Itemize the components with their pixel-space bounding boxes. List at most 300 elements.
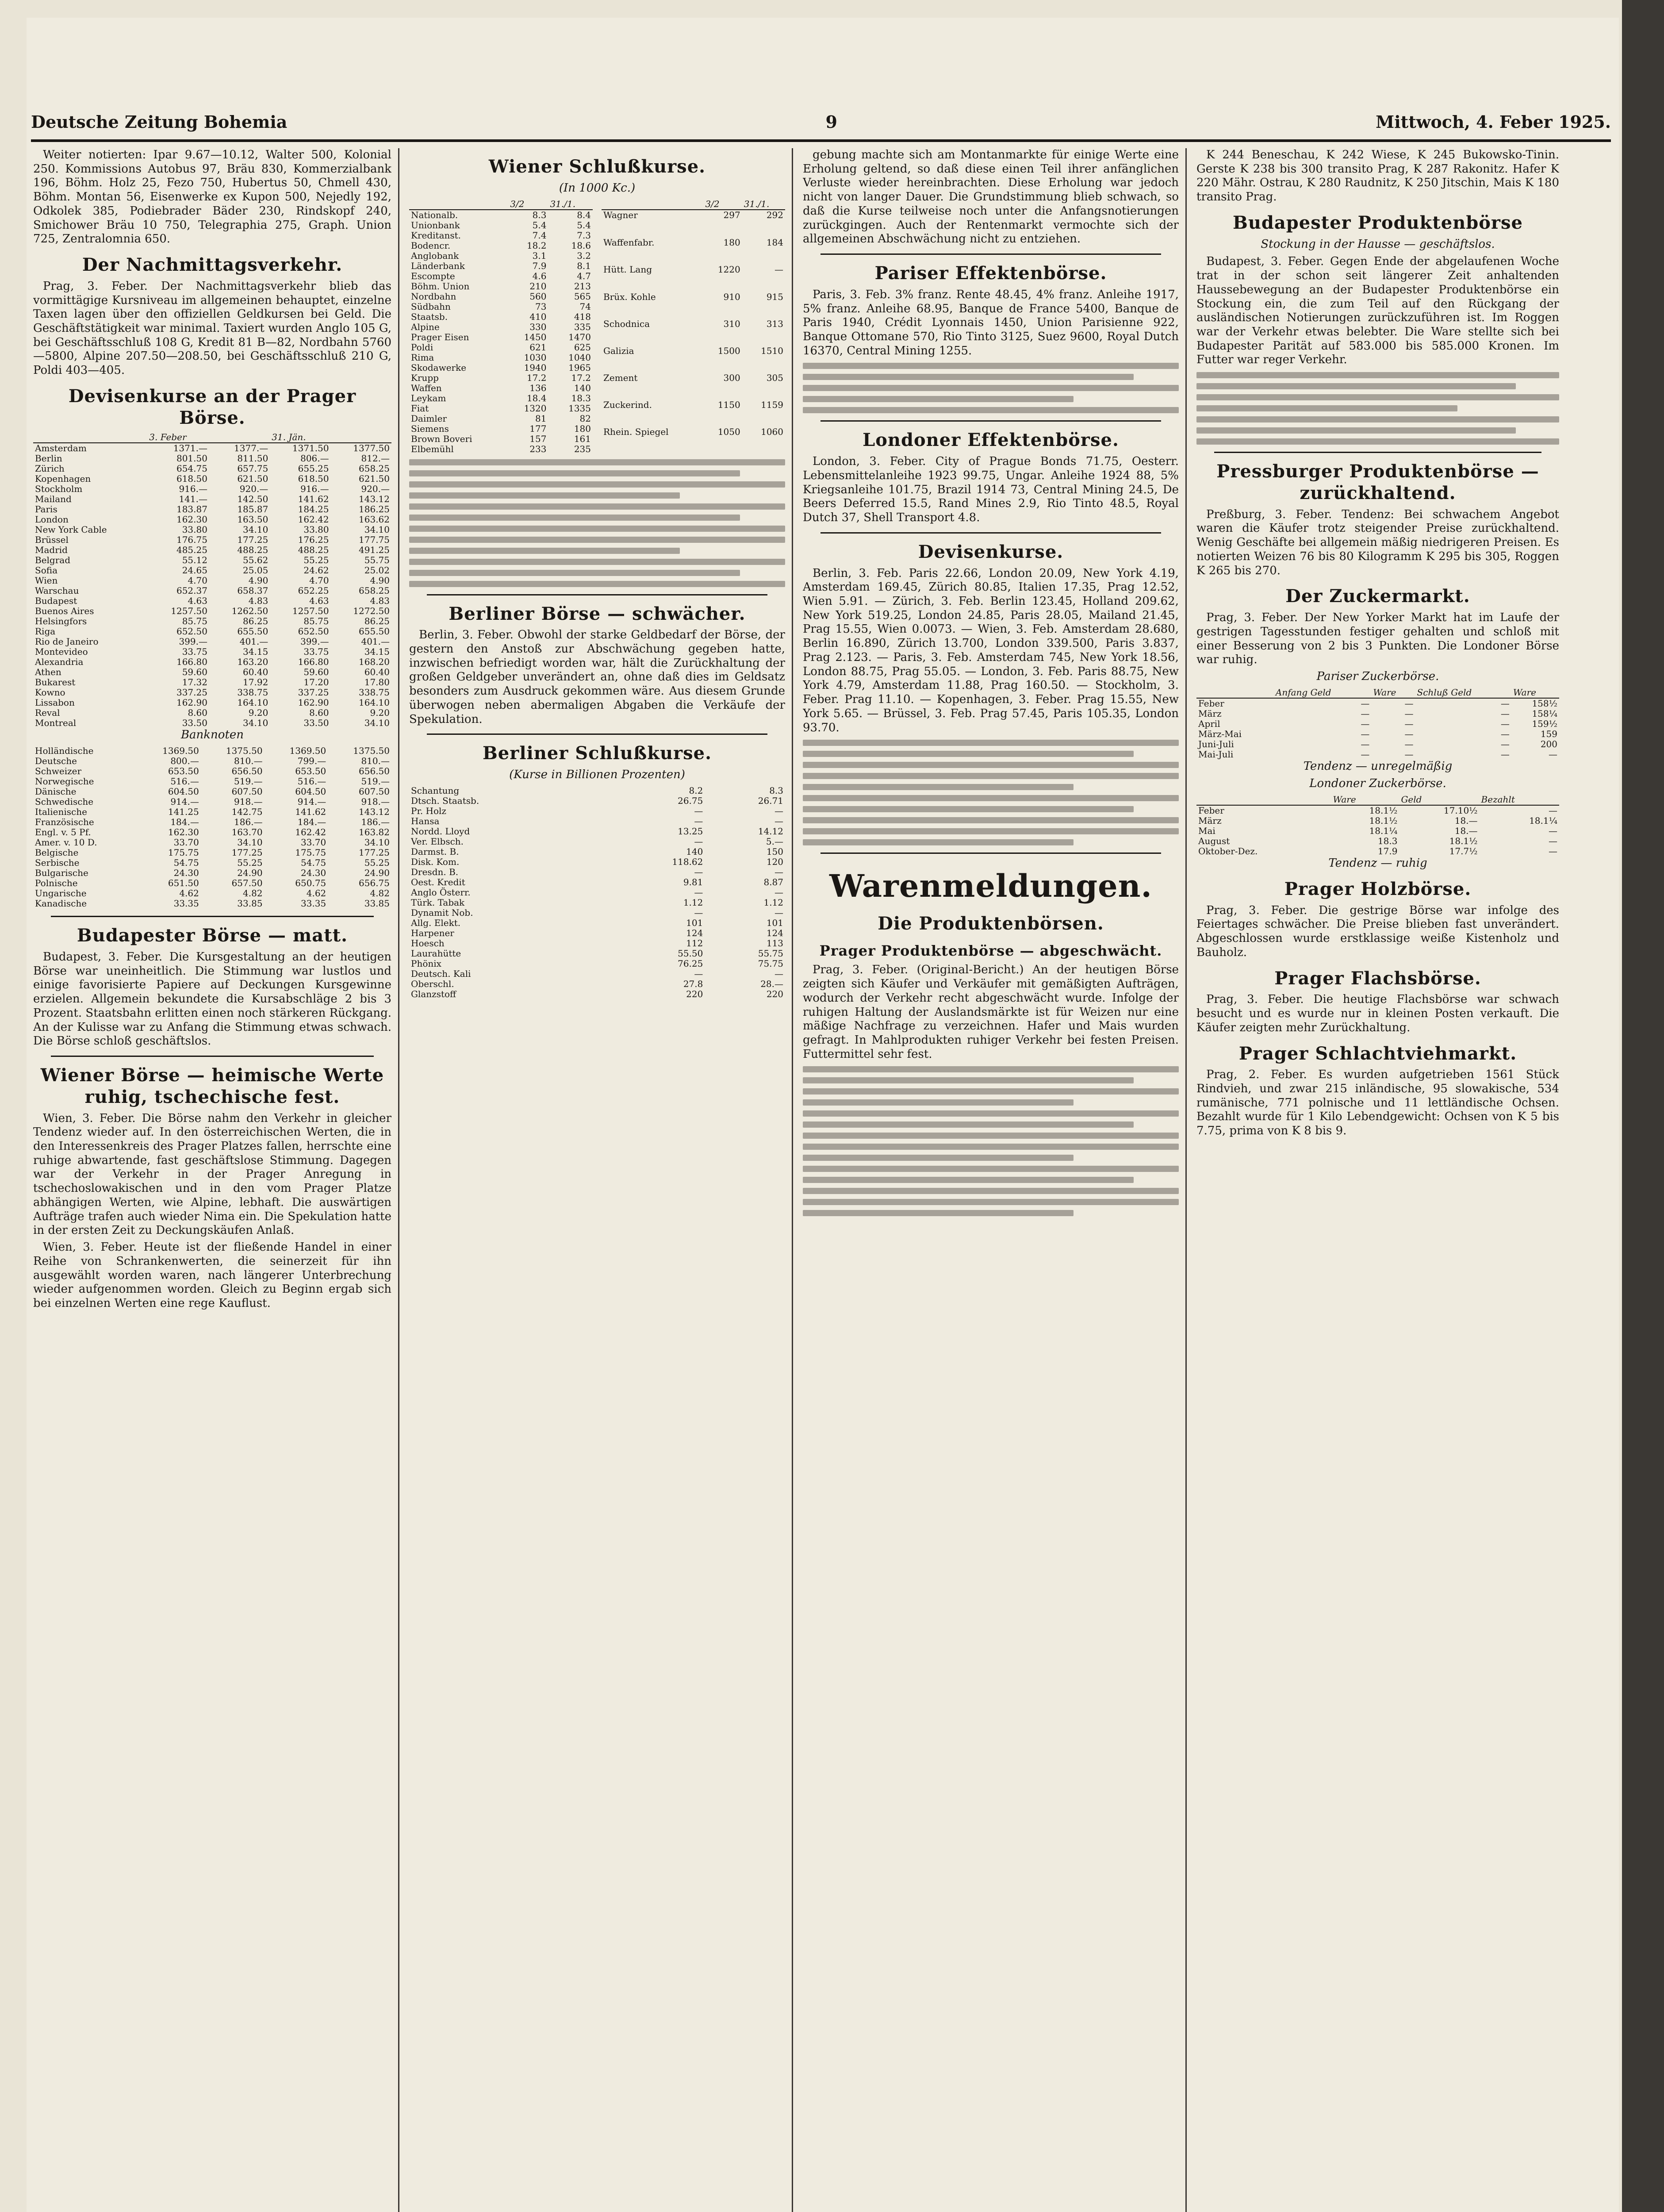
table-row — [409, 837, 785, 847]
table-row — [409, 251, 593, 261]
rate-value: 59.60 — [303, 667, 329, 678]
table-row — [409, 393, 593, 403]
rate-value: 75.75 — [758, 958, 783, 969]
rate-value: 338.75 — [359, 687, 390, 698]
rate-value: — — [1361, 738, 1370, 749]
table-row — [1196, 698, 1559, 709]
rate-value: 810.— — [361, 756, 390, 767]
rate-value: 158½ — [1532, 698, 1557, 709]
row-label: Brüssel — [35, 534, 69, 545]
rate-value: 27.8 — [683, 978, 703, 989]
rate-value: 184.— — [170, 817, 199, 828]
rate-value: 220 — [766, 988, 783, 999]
rate-value: 519.— — [234, 776, 263, 787]
rate-value: 112 — [686, 937, 703, 949]
rate-value: 401.— — [239, 636, 268, 647]
page-number: 9 — [825, 111, 837, 132]
rate-value: 1159 — [761, 399, 783, 411]
rate-value: — — [1404, 718, 1414, 729]
row-label: Deutsch. Kali — [411, 968, 471, 979]
table-row — [33, 606, 391, 616]
rate-value: — — [1549, 826, 1557, 837]
produktenboersen-heading: Die Produktenbörsen. — [878, 913, 1104, 934]
rate-value: 210 — [529, 280, 547, 292]
rate-value: 4.83 — [370, 595, 390, 607]
pressburg-heading: Pressburger Produktenbörse — zurückhaltend. — [1216, 461, 1539, 503]
rate-value: 157 — [529, 433, 547, 444]
budapest-heading: Budapester Börse — matt. — [77, 925, 348, 946]
row-label: Daimler — [411, 413, 447, 424]
rate-value: 33.35 — [173, 898, 199, 909]
rate-value: 162.90 — [176, 697, 207, 708]
pariser-zucker-heading: Pariser Zuckerbörse. — [1316, 670, 1439, 683]
rate-value: 1375.50 — [353, 745, 390, 757]
small-print-block — [409, 459, 785, 587]
holzboerse-text: Prag, 3. Feber. Die gestrige Börse war infolge des Feiertages schwächer. Die Preise blieben fast unverändert. Abgeschlossen wurde erstklassige weiße Kistenholz und Bauholz. — [1196, 903, 1559, 959]
rate-value: 24.90 — [237, 868, 263, 879]
rate-value: 338.75 — [237, 687, 268, 698]
table-row — [602, 346, 785, 373]
rate-value: 519.— — [361, 776, 390, 787]
table-row — [602, 238, 785, 265]
rate-value: 330 — [529, 321, 547, 332]
rate-value: 1335 — [568, 403, 591, 414]
row-label: Alexandria — [35, 657, 84, 668]
row-label: Madrid — [35, 545, 68, 556]
rate-value: 34.15 — [364, 646, 390, 657]
row-label: Wagner — [603, 209, 638, 220]
rate-value: 625 — [574, 342, 591, 353]
row-label: Bodencr. — [411, 240, 451, 251]
rate-value: 18.1½ — [1449, 836, 1478, 847]
table-row — [409, 857, 785, 867]
row-label: Nordd. Lloyd — [411, 826, 470, 837]
table-row — [409, 271, 593, 281]
rate-value: 55.12 — [182, 555, 207, 566]
table-row — [33, 787, 391, 797]
rate-value: — — [1361, 728, 1370, 739]
rate-value: 18.6 — [571, 240, 591, 251]
table-row — [409, 806, 785, 816]
rate-value: 141.62 — [295, 806, 326, 818]
budapest-produkten-sub: Stockung in der Hausse — geschäftslos. — [1261, 237, 1495, 251]
rate-value: 5.— — [766, 836, 783, 847]
rate-value: 618.50 — [176, 473, 207, 484]
rate-value: 655.50 — [359, 626, 390, 637]
rate-value: — — [1549, 749, 1557, 760]
rate-value: 8.87 — [763, 876, 783, 887]
column-1 — [33, 148, 391, 2212]
rate-value: 142.50 — [237, 494, 268, 505]
rate-value: 18.3 — [1377, 836, 1398, 847]
rate-value: 81 — [535, 413, 547, 424]
table-row — [33, 443, 391, 453]
row-label: Hütt. Lang — [603, 264, 652, 275]
rate-value: — — [694, 815, 703, 826]
rate-value: — — [694, 836, 703, 847]
rate-value: 1272.50 — [353, 606, 390, 617]
row-label: Brown Boveri — [411, 433, 472, 444]
row-label: Mai — [1198, 826, 1215, 837]
row-label: Leykam — [411, 392, 446, 403]
rate-value: 300 — [723, 373, 740, 384]
rate-value: — — [1549, 836, 1557, 847]
rate-value: 5.4 — [532, 219, 547, 230]
rate-value: 918.— — [361, 796, 390, 807]
rate-value: 168.20 — [359, 657, 390, 668]
rate-value: 233 — [529, 443, 547, 454]
table-header-cell — [331, 432, 391, 443]
table-row — [409, 796, 785, 806]
rate-value: 162.30 — [176, 514, 207, 525]
table-row — [602, 373, 785, 400]
rate-value: 177.25 — [359, 847, 390, 858]
rate-value: 25.05 — [243, 565, 268, 576]
rate-value: 177 — [529, 423, 547, 434]
rate-value: 60.40 — [243, 667, 268, 678]
rate-value: 140 — [686, 846, 703, 857]
rate-value: 33.80 — [303, 524, 329, 535]
rate-value: 184.25 — [298, 504, 329, 515]
londoner-zucker-tendenz: Tendenz — ruhig — [1328, 856, 1427, 870]
table-row — [33, 453, 391, 464]
table-row — [33, 626, 391, 637]
rate-value: 113 — [766, 937, 783, 949]
rate-value: 920.— — [239, 484, 268, 495]
row-label: Elbemühl — [411, 443, 454, 454]
rate-value: 4.82 — [243, 888, 263, 899]
rate-value: 180 — [723, 237, 740, 248]
rate-value: 162.90 — [298, 697, 329, 708]
rate-value: 655.50 — [237, 626, 268, 637]
table-row — [33, 868, 391, 878]
banknoten-heading: Banknoten — [180, 728, 244, 742]
table-row — [409, 220, 593, 230]
rate-value: — — [1404, 749, 1414, 760]
rate-value: 652.50 — [298, 626, 329, 637]
row-label: Skodawerke — [411, 362, 467, 373]
rate-value: 33.85 — [364, 898, 390, 909]
row-label: Sofia — [35, 565, 58, 576]
table-row — [33, 878, 391, 888]
table-row — [1196, 709, 1559, 719]
rate-value: 177.25 — [231, 847, 263, 858]
row-label: Siemens — [411, 423, 449, 434]
nachmittag-text: Prag, 3. Feber. Der Nachmittagsverkehr blieb das vormittägige Kursniveau im allgemeinen behauptet, einzelne Taxen lagen über den offiziellen Geldkursen bei Geld. Die Geschäftstätigkeit war minimal. Taxiert wurden Anglo 105 G, bei Geschäftsschluß 108 G, Kredit 81 B—82, Nordbahn 5760—5800, Alpine 207.50—208.50, bei Geschäftsschluß 210 G, Poldi 403—405. — [33, 279, 391, 377]
rate-value: — — [1549, 805, 1557, 816]
rate-value: 1262.50 — [231, 606, 268, 617]
table-header-cell: Ware — [1511, 687, 1559, 698]
column-rule — [1185, 148, 1187, 2212]
rate-value: 1369.50 — [162, 745, 199, 757]
rate-value: 163.62 — [359, 514, 390, 525]
table-row — [1196, 846, 1559, 856]
rate-value: 9.20 — [248, 707, 268, 718]
rate-value: 33.70 — [173, 837, 199, 848]
wiener-schluss-heading: Wiener Schlußkurse. — [488, 156, 706, 177]
rate-value: 658.37 — [237, 585, 268, 596]
row-label: Mailand — [35, 494, 72, 505]
table-row — [33, 657, 391, 667]
rate-value: 184.— — [297, 817, 326, 828]
rate-value: 335 — [574, 321, 591, 332]
rate-value: — — [1404, 698, 1414, 709]
rate-value: 656.50 — [359, 766, 390, 777]
berlin-schluss-heading: Berliner Schlußkurse. — [482, 743, 712, 764]
rate-value: — — [774, 968, 783, 979]
rate-value: 163.70 — [231, 827, 263, 838]
rate-value: 33.75 — [303, 646, 329, 657]
rate-value: 18.1¼ — [1529, 815, 1557, 826]
rate-value: 7.4 — [532, 230, 547, 241]
rate-value: 18.4 — [526, 392, 547, 403]
table-row — [409, 979, 785, 989]
rate-value: 186.— — [361, 817, 390, 828]
rate-value: 337.25 — [176, 687, 207, 698]
row-label: Allg. Elekt. — [411, 917, 461, 928]
rate-value: 4.70 — [188, 575, 207, 586]
row-label: Hansa — [411, 815, 440, 826]
rate-value: 4.63 — [309, 595, 329, 607]
column-rule — [398, 148, 399, 2212]
rate-value: — — [774, 907, 783, 918]
rate-value: 33.50 — [303, 718, 329, 729]
rate-value: 176.75 — [176, 534, 207, 545]
rate-value: 4.63 — [188, 595, 207, 607]
table-row — [33, 756, 391, 766]
holzboerse-heading: Prager Holzbörse. — [1284, 878, 1472, 899]
small-print-block — [803, 363, 1179, 413]
table-row — [409, 281, 593, 292]
rate-value: 141.62 — [298, 494, 329, 505]
rate-value: 656.50 — [231, 766, 263, 777]
table-row — [602, 292, 785, 319]
table-row — [409, 302, 593, 312]
rate-value: 1060 — [761, 426, 783, 438]
row-label: Kopenhagen — [35, 473, 91, 484]
divider — [427, 733, 767, 735]
row-label: Zürich — [35, 463, 65, 474]
rate-value: — — [694, 907, 703, 918]
row-label: Glanzstoff — [411, 988, 456, 999]
table-row — [409, 444, 593, 454]
row-label: Montreal — [35, 718, 77, 729]
table-row — [409, 908, 785, 918]
row-label: Nationalb. — [411, 209, 458, 220]
rate-value: 915 — [766, 291, 783, 302]
row-label: Escompte — [411, 270, 455, 281]
rate-value: 1257.50 — [292, 606, 329, 617]
row-label: März-Mai — [1198, 728, 1242, 739]
table-row — [33, 545, 391, 555]
rate-value: 13.25 — [678, 826, 703, 837]
row-label: Riga — [35, 626, 56, 637]
berlin-continuation: gebung machte sich am Montanmarkte für einige Werte eine Erholung geltend, so daß diese einen Teil ihrer anfänglichen Verluste wieder hereinbrachten. Diese Erholung war jedoch nicht von langer Dauer. Die Grundstimmung blieb schwach, so daß die Kurse teilweise noch unter die Anfangsnotierungen zurückgingen. Auch der Rentenmarkt vermochte sich der allgemeinen Abschwächung nicht zu entziehen. — [803, 148, 1179, 246]
rate-value: 565 — [574, 291, 591, 302]
rate-value: 185.87 — [237, 504, 268, 515]
rate-value: 652.25 — [298, 585, 329, 596]
table-header-cell — [1196, 795, 1331, 805]
column-3 — [803, 148, 1179, 2212]
small-print-block — [803, 1066, 1179, 1216]
rate-value: 186.— — [234, 817, 263, 828]
row-label: Dänische — [35, 786, 77, 797]
rate-value: 54.75 — [173, 857, 199, 868]
rate-value: 177.25 — [237, 534, 268, 545]
rate-value: 140 — [574, 382, 591, 393]
rate-value: 180 — [574, 423, 591, 434]
row-label: Laurahütte — [411, 948, 461, 959]
table-row — [33, 746, 391, 756]
rate-value: 213 — [574, 280, 591, 292]
rate-value: 163.82 — [359, 827, 390, 838]
rate-value: 120 — [766, 856, 783, 867]
londoner-zucker-table — [1196, 795, 1559, 856]
warenmeldungen-heading: Warenmeldungen. — [829, 868, 1152, 905]
table-row — [409, 322, 593, 332]
table-row — [409, 867, 785, 877]
table-row — [409, 353, 593, 363]
rate-value: 1.12 — [683, 897, 703, 908]
rate-value: 159 — [1540, 728, 1557, 739]
berlin-text: Berlin, 3. Feber. Obwohl der starke Geldbedarf der Börse, der gestern den Anstoß zur Abschwächung gegeben hatte, inzwischen befriedigt worden war, hält die Zurückhaltung der großen Geldgeber unverändert an, ohne daß dies im Geldsatz besonders zum Ausdruck gekommen wäre. Aus diesem Grunde überwogen neben abermaligen Abgaben die Verkäufe der Spekulation. — [409, 628, 785, 726]
rate-value: 150 — [766, 846, 783, 857]
table-row — [33, 596, 391, 606]
table-row — [409, 414, 593, 424]
rate-value: 55.25 — [303, 555, 329, 566]
rate-value: 3.1 — [532, 250, 547, 261]
flachsboerse-heading: Prager Flachsbörse. — [1274, 968, 1481, 989]
berlin-schluss-table — [409, 786, 785, 999]
rate-value: 4.90 — [248, 575, 268, 586]
rate-value: 176.25 — [298, 534, 329, 545]
table-row — [33, 817, 391, 827]
londoner-zucker-heading: Londoner Zuckerbörse. — [1309, 777, 1446, 791]
rate-value: 18.— — [1454, 815, 1478, 826]
wien-text-2: Wien, 3. Feber. Heute ist der fließende Handel in einer Reihe von Schrankenwerten, die seinerzeit für ihn ausgewählt worden waren, nach längerer Unterbrechung wieder aufgenommen worden. Gleich zu Beginn ergab sich bei einzelnen Werten eine rege Kauflust. — [33, 1240, 391, 1310]
table-row — [33, 766, 391, 776]
table-row — [409, 938, 785, 949]
table-row — [409, 786, 785, 796]
row-label: Harpener — [411, 927, 454, 938]
rate-value: — — [774, 866, 783, 877]
rate-value: 136 — [529, 382, 547, 393]
rate-value: 161 — [574, 433, 591, 444]
table-row — [33, 586, 391, 596]
row-label: Nordbahn — [411, 291, 456, 302]
table-row — [33, 848, 391, 858]
rate-value: 158¼ — [1532, 708, 1557, 719]
row-label: Waffenfabr. — [603, 237, 655, 248]
row-label: New York Cable — [35, 524, 107, 535]
berlin-schluss-sub: (Kurse in Billionen Prozenten) — [509, 768, 685, 782]
rate-value: 916.— — [300, 484, 329, 495]
table-header-cell: Ware — [1331, 795, 1399, 805]
table-row — [409, 332, 593, 342]
rate-value: 163.50 — [237, 514, 268, 525]
paris-text: Paris, 3. Feb. 3% franz. Rente 48.45, 4% franz. Anleihe 1917, 5% franz. Anleihe 68.95, Banque de France 5400, Banque de Paris 1940, Crédit Lyonnais 1450, Union Parisienne 922, Banque Ottomane 570, Rio Tinto 3125, Suez 9600, Royal Dutch 16370, Central Mining 1255. — [803, 288, 1179, 357]
row-label: Poldi — [411, 342, 433, 353]
rate-value: 621 — [529, 342, 547, 353]
rate-value: 166.80 — [176, 657, 207, 668]
rate-value: 914.— — [297, 796, 326, 807]
table-row — [33, 776, 391, 787]
row-label: Warschau — [35, 585, 79, 596]
table-row — [33, 837, 391, 848]
table-row — [602, 400, 785, 427]
table-header-cell — [209, 432, 270, 443]
table-row — [409, 312, 593, 322]
row-label: Unionbank — [411, 219, 460, 230]
rate-value: 4.83 — [248, 595, 268, 607]
rate-value: 1371.— — [173, 443, 207, 454]
rate-value: 164.10 — [359, 697, 390, 708]
berlin-heading: Berliner Börse — schwächer. — [449, 603, 746, 624]
london-text: London, 3. Feber. City of Prague Bonds 71.75, Oesterr. Lebensmittelanleihe 1923 99.75, Ungar. Anleihe 1924 88, 5% Kriegsanleihe 101.75, Brazil 1914 73, Central Mining 24.5, De Beers Deferred 15.5, Rand Mines 2.9, Rio Tinto 48.5, Royal Dutch 37, Shell Transport 4.8. — [803, 455, 1179, 525]
row-label: Bulgarische — [35, 868, 88, 879]
rate-value: — — [1500, 749, 1510, 760]
row-label: Schantung — [411, 785, 460, 796]
table-row — [602, 265, 785, 292]
row-label: Alpine — [411, 321, 440, 332]
row-label: Zuckerind. — [603, 399, 652, 411]
table-row — [33, 474, 391, 484]
row-label: Juni-Juli — [1198, 738, 1234, 749]
rate-value: 801.50 — [176, 453, 207, 464]
rate-value: 184 — [766, 237, 783, 248]
wien-heading: Wiener Börse — heimische Werte ruhig, tschechische fest. — [40, 1065, 384, 1107]
row-label: Schodnica — [603, 318, 650, 329]
rate-value: 220 — [686, 988, 703, 999]
rate-value: 143.12 — [359, 494, 390, 505]
rate-value: 17.2 — [571, 372, 591, 383]
row-label: Athen — [35, 667, 61, 678]
row-label: Schweizer — [35, 766, 82, 777]
schlachtvieh-heading: Prager Schlachtviehmarkt. — [1238, 1043, 1517, 1064]
table-row — [602, 210, 785, 238]
prag-produkten-text: Prag, 3. Feber. (Original-Bericht.) An der heutigen Börse zeigten sich Käufer und Verkäufer mit gemäßigten Aufträgen, wodurch der Verkehr recht abgeschwächt wurde. Infolge der ruhigen Haltung der Auslandsmärkte ist für Weizen nur eine mäßige Nachfrage zu verzeichnen. Hafer und Mais wurden gefragt. In Mahlprodukten ruhiger Verkehr bei festen Preisen. Futtermittel sehr fest. — [803, 963, 1179, 1061]
rate-value: — — [1361, 718, 1370, 729]
rate-value: 914.— — [170, 796, 199, 807]
table-row — [1196, 739, 1559, 749]
rate-value: 73 — [535, 301, 547, 312]
rate-value: 918.— — [234, 796, 263, 807]
table-row — [409, 918, 785, 928]
rate-value: 166.80 — [298, 657, 329, 668]
rate-value: — — [774, 815, 783, 826]
row-label: Deutsche — [35, 756, 77, 767]
table-row — [409, 969, 785, 979]
rate-value: 8.2 — [689, 785, 703, 796]
rate-value: 799.— — [297, 756, 326, 767]
table-header-cell: 31./1. — [742, 199, 785, 210]
rate-value: 34.10 — [364, 837, 390, 848]
row-label: Pr. Holz — [411, 805, 446, 816]
table-row — [33, 555, 391, 565]
rate-value: 655.25 — [298, 463, 329, 474]
rate-value: 33.85 — [237, 898, 263, 909]
rate-value: 8.60 — [309, 707, 329, 718]
row-label: Brüx. Kohle — [603, 291, 656, 302]
rate-value: 920.— — [361, 484, 390, 495]
rate-value: 55.25 — [237, 857, 263, 868]
wien-text: Wien, 3. Feber. Die Börse nahm den Verkehr in gleicher Tendenz wieder auf. In den österreichischen Werten, die in den Interessenkreis des Prager Platzes fallen, herrschte eine ruhige abwartende, fast geschäftslose Stimmung. Dagegen war der Verkehr in der Prager Anregung in tschechoslowakischen und in den vom Prager Platze abhängigen Werten, wie Alpine, lebhaft. Die auswärtigen Aufträge trafen auch wieder Nima ein. Die Spekulation hatte in der ersten Zeit zu Deckungskäufen Anlaß. — [33, 1111, 391, 1237]
rate-value: 399.— — [179, 636, 207, 647]
rate-value: 4.82 — [370, 888, 390, 899]
row-label: Französische — [35, 817, 94, 828]
rate-value: 24.30 — [301, 868, 326, 879]
devisen-table — [33, 432, 391, 728]
